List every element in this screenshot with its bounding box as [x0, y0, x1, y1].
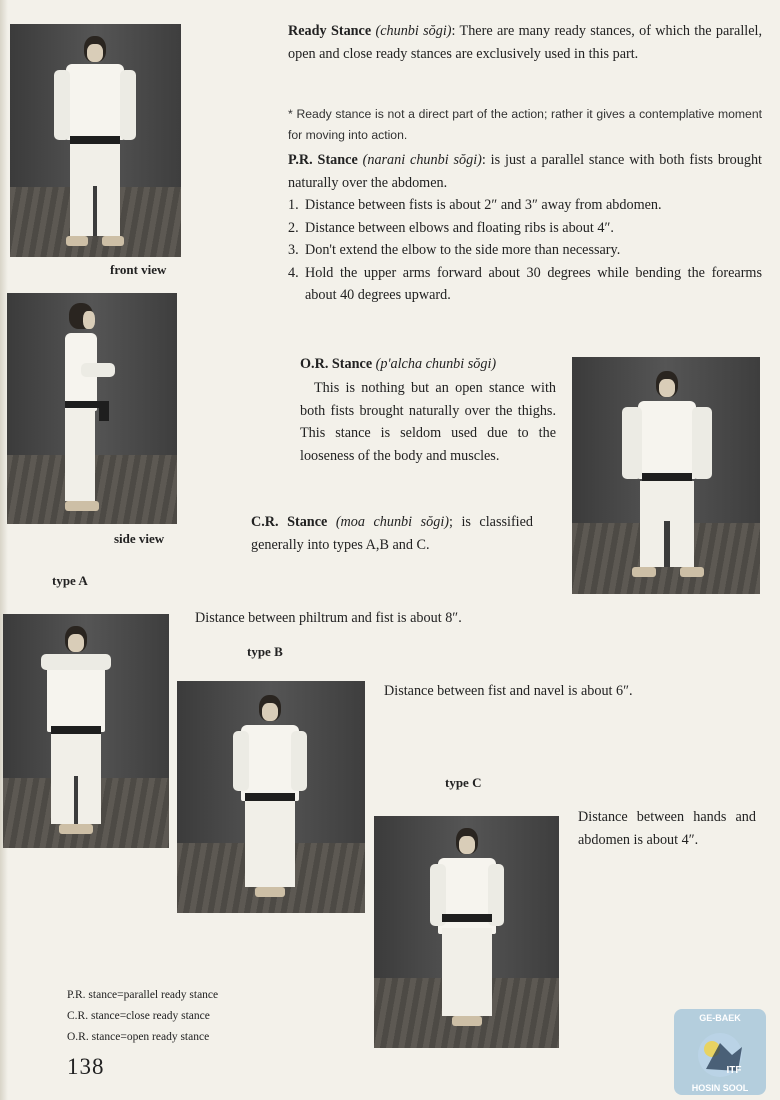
photo-type-c [374, 816, 559, 1048]
abbreviation-list [67, 985, 307, 1048]
cr-stance-korean: (moa chunbi sŏgi) [335, 514, 449, 530]
list-item: 2. Distance between elbows and floating ribs is about 4″. [288, 219, 614, 236]
caption-side-view: side view [114, 531, 165, 546]
pr-stance-points [288, 194, 762, 307]
or-stance-text: This is nothing but an open stance with both fists brought naturally over the thighs. This stance is seldom used due to the looseness of the body and muscles. [300, 380, 556, 464]
list-item: O.R. stance=open ready stance [67, 1031, 210, 1043]
pr-stance-paragraph [288, 149, 762, 194]
type-a-text: Distance between philtrum and fist is about 8″. [195, 610, 462, 626]
type-b-text: Distance between fist and navel is about 6″. [384, 683, 633, 699]
photo-type-a [3, 614, 169, 848]
caption-type-c: type C [445, 775, 482, 790]
type-c-text: Distance between hands and abdomen is about 4″. [578, 809, 756, 848]
svg-text:ITF: ITF [726, 1065, 742, 1076]
list-item: 3. Don't extend the elbow to the side more than necessary. [288, 242, 621, 258]
caption-front-view: front view [110, 262, 167, 277]
svg-text:GE-BAEK: GE-BAEK [699, 1013, 741, 1023]
cr-stance-title: C.R. Stance [251, 514, 328, 530]
or-stance-heading [300, 353, 570, 376]
ready-stance-note: * Ready stance is not a direct part of the action; rather it gives a contemplative moment for moving into action. [288, 107, 762, 142]
or-stance-korean: (p'alcha chunbi sŏgi) [375, 356, 497, 372]
ge-baek-itf-logo-watermark [672, 1007, 768, 1097]
photo-type-b [177, 681, 365, 913]
caption-type-a: type A [52, 573, 88, 588]
svg-text:HOSIN SOOL: HOSIN SOOL [691, 1083, 749, 1093]
caption-type-b: type B [247, 644, 283, 659]
ready-stance-korean: (chunbi sŏgi) [375, 23, 452, 39]
list-item: C.R. stance=close ready stance [67, 1010, 210, 1022]
cr-stance-paragraph [251, 511, 533, 556]
ready-stance-text: : There are many ready stances, of which the parallel, open and close ready stances are exclusively used in this part. [288, 23, 763, 62]
pr-stance-title: P.R. Stance [288, 152, 358, 168]
or-stance-title: O.R. Stance [300, 356, 373, 372]
photo-or-stance [572, 357, 760, 594]
photo-front-view [10, 24, 181, 257]
pr-stance-korean: (narani chunbi sŏgi) [362, 152, 482, 168]
ready-stance-paragraph [288, 20, 762, 65]
list-item: P.R. stance=parallel ready stance [67, 989, 219, 1001]
pr-stance-text: : is just a parallel stance with both fists brought naturally over the abdomen. [288, 152, 762, 191]
page-number: 138 [67, 1054, 105, 1079]
list-item: 4. Hold the upper arms forward about 30 degrees while bending the forearms about 40 degrees upward. [288, 264, 762, 303]
list-item: 1. Distance between fists is about 2″ and 3″ away from abdomen. [288, 197, 662, 213]
page-spine-shadow [0, 0, 8, 1100]
ready-stance-title: Ready Stance [288, 23, 372, 39]
photo-side-view [7, 293, 177, 524]
cr-stance-text: ; is classified generally into types A,B and C. [251, 514, 534, 553]
